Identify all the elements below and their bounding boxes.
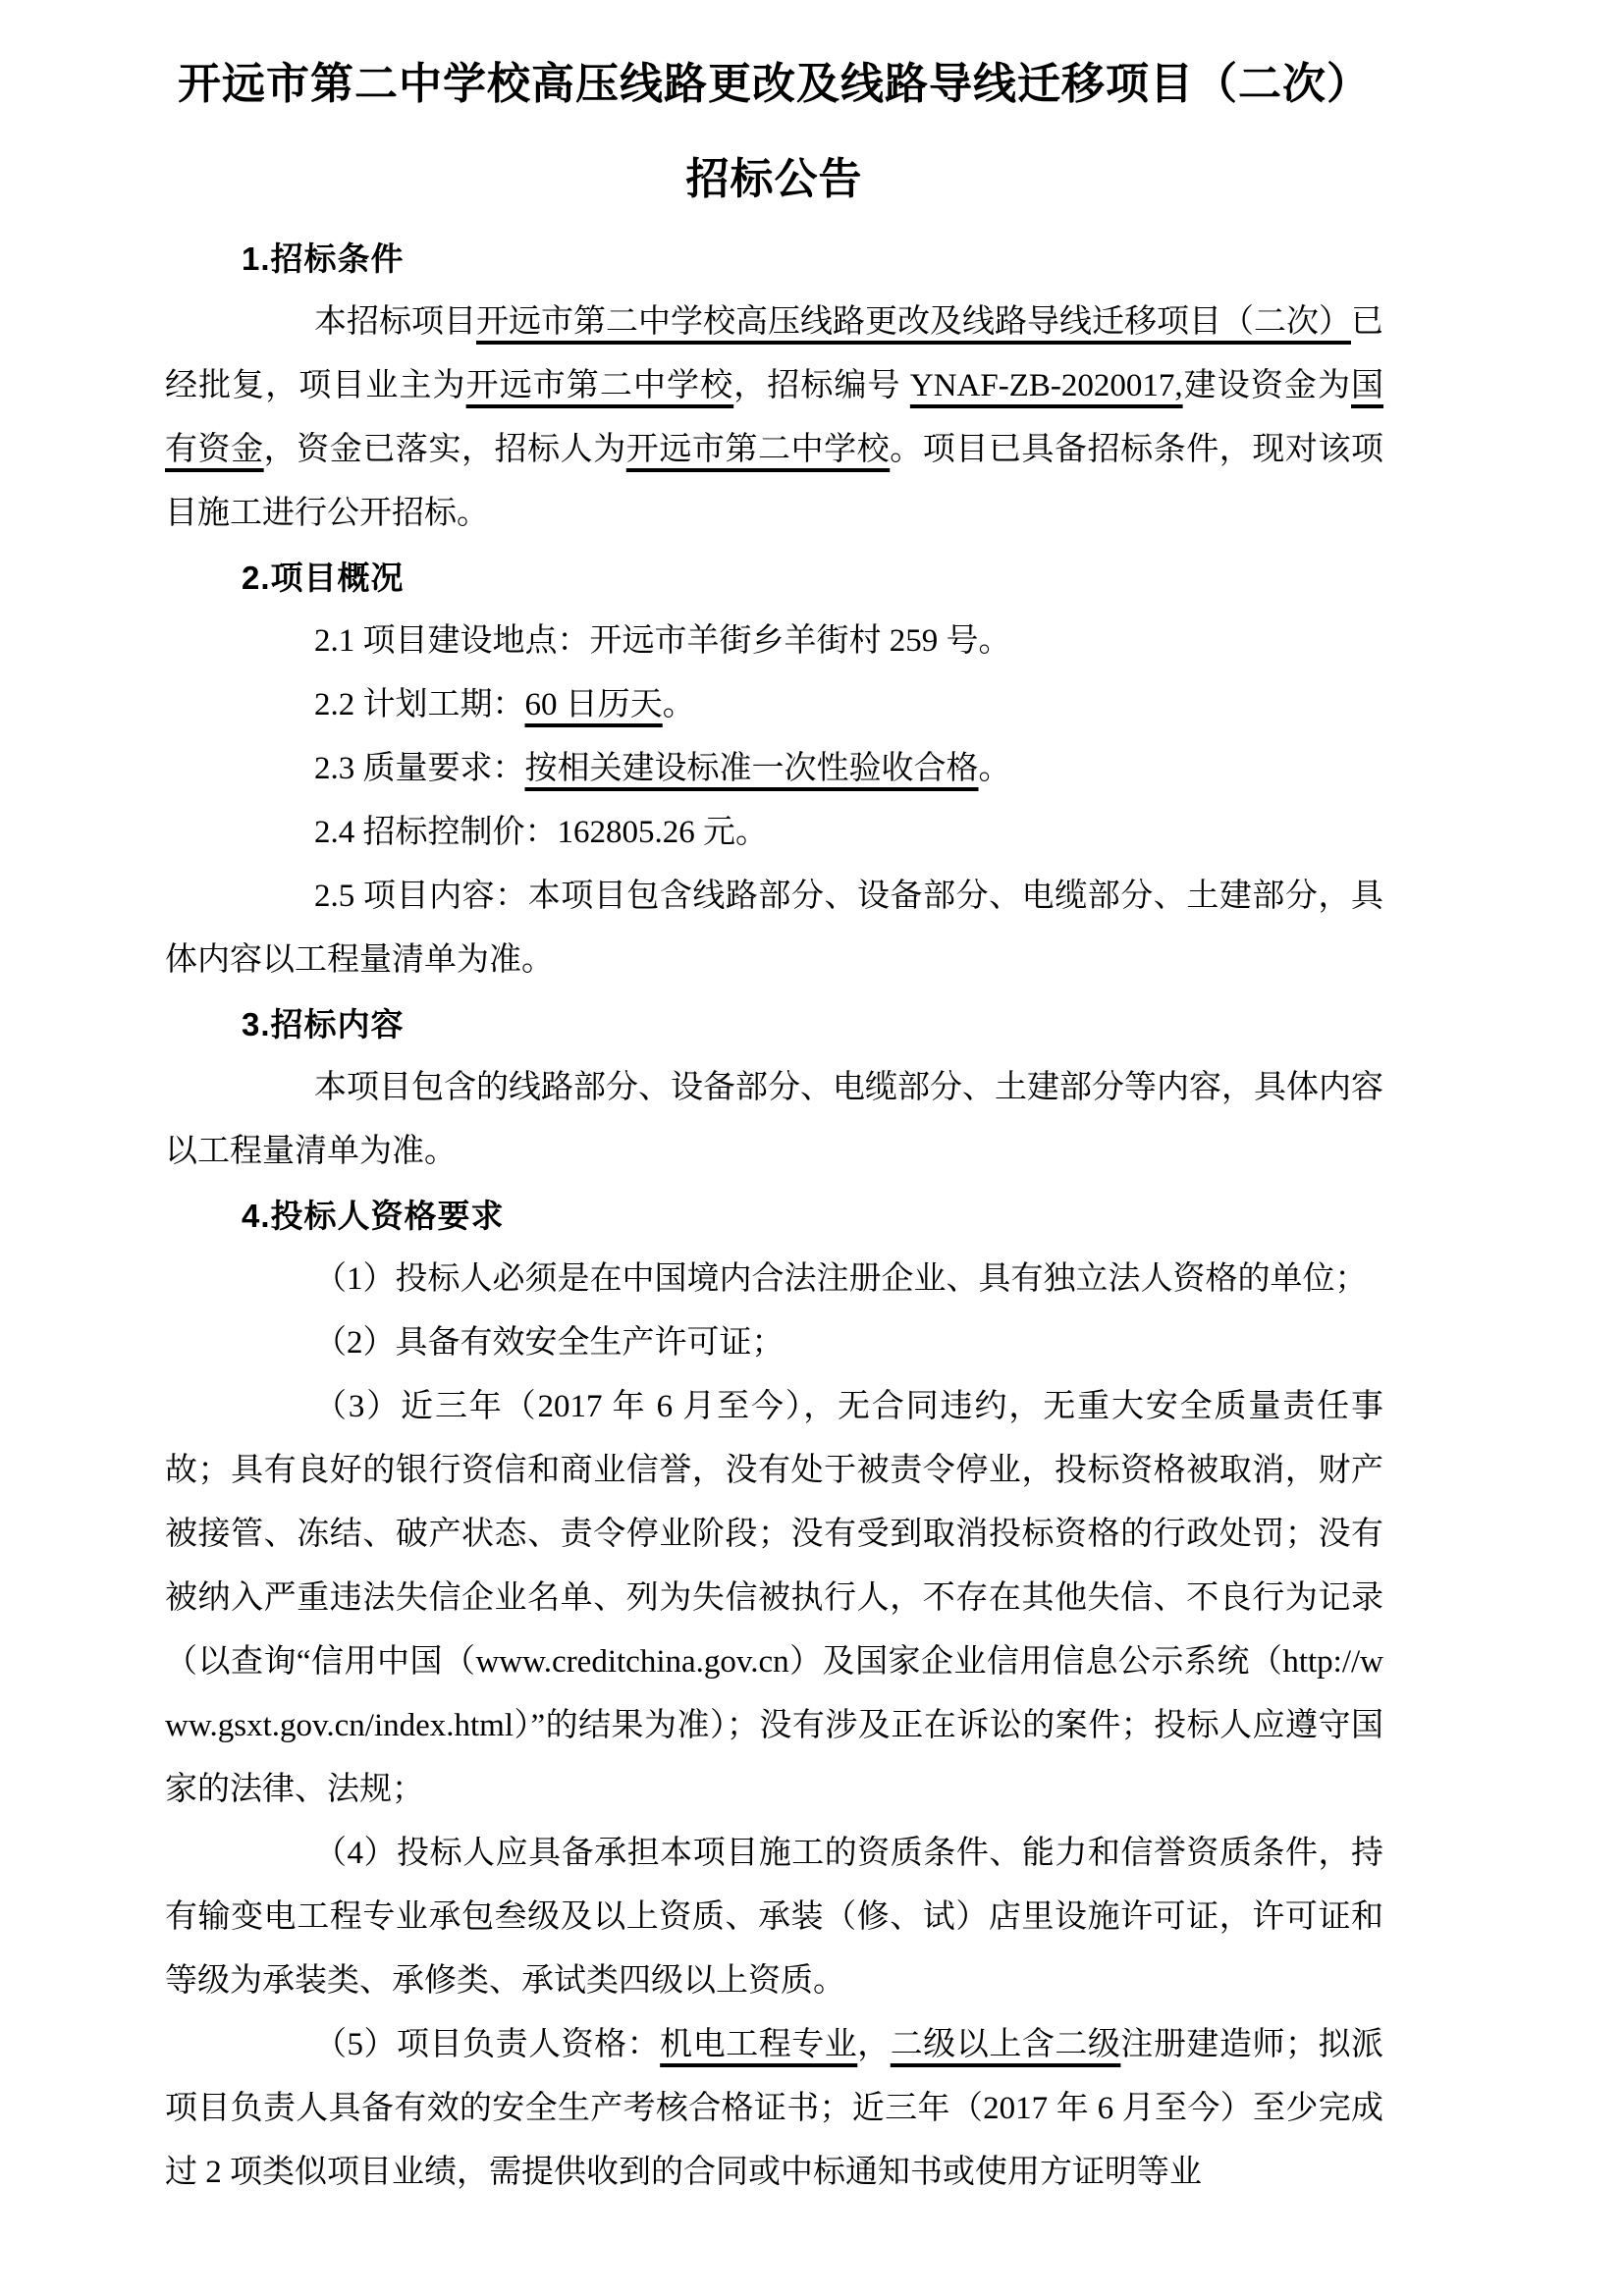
underlined-text: 机电工程专业 [660, 2027, 858, 2062]
text-run: （1）投标人必须是在中国境内合法注册企业、具有独立法人资格的单位； [314, 1261, 1368, 1297]
text-run: 2.4 招标控制价：162805.26 元。 [314, 815, 768, 850]
underlined-text: 按相关建设标准一次性验收合格 [524, 751, 979, 786]
underlined-text: 60 日历天 [524, 687, 663, 722]
section-4-paragraph-1 [165, 1248, 1383, 1311]
text-run: 注册建造师；拟派项目负责人具备有效的安全生产考核合格证书；近三年（2017 年 6 月至今）至少完成过 2 项类似项目业绩，需提供收到的合同或中标通知书或使用方证明等业 [165, 2027, 1384, 2190]
section-4-paragraph-3 [165, 1375, 1383, 1822]
text-run: 已经批复，项目业主为 [165, 304, 1383, 403]
section-heading-2: 2.项目概况 [242, 560, 405, 596]
section-2-paragraph-3 [165, 737, 1383, 801]
section-4-paragraph-4 [165, 1822, 1383, 2013]
underlined-text: 二级以上含二级 [890, 2027, 1121, 2062]
underlined-text: 开远市第二中学校 [625, 432, 891, 467]
text-run: 2.2 计划工期： [314, 687, 525, 722]
section-2-paragraph-4 [165, 801, 1383, 865]
underlined-text: 国有资金 [165, 368, 1384, 467]
text-run: 2.1 项目建设地点：开远市羊街乡羊街村 259 号。 [314, 623, 1011, 659]
section-1-paragraph-1 [165, 291, 1383, 546]
document-sections [165, 227, 1383, 2205]
section-4-paragraph-5 [165, 2013, 1383, 2205]
document-title-line-1: 开远市第二中学校高压线路更改及线路导线迁移项目（二次） [178, 60, 1371, 108]
section-4-paragraph-2 [165, 1311, 1383, 1375]
section-heading-4: 4.投标人资格要求 [242, 1198, 505, 1234]
text-run: 建设资金为 [1182, 368, 1352, 403]
text-run: 本项目包含的线路部分、设备部分、电缆部分、土建部分等内容，具体内容以工程量清单为准。 [165, 1070, 1383, 1169]
section-heading-1: 1.招标条件 [242, 240, 405, 277]
text-run: 2.5 项目内容：本项目包含线路部分、设备部分、电缆部分、土建部分，具体内容以工程量清单为准。 [165, 879, 1383, 978]
document-title-line-2: 招标公告 [685, 155, 863, 203]
section-heading-3: 3.招标内容 [242, 1006, 405, 1042]
text-run: ，资金已落实，招标人为 [263, 432, 626, 467]
section-2-paragraph-1 [165, 610, 1383, 673]
text-run: 。 [662, 687, 695, 722]
section-3-paragraph-1 [165, 1056, 1383, 1184]
underlined-text: 开远市第二中学校 [465, 368, 734, 403]
underlined-text: YNAF-ZB-2020017, [909, 368, 1183, 403]
text-run: 本招标项目 [314, 304, 476, 340]
text-run: （3）近三年（2017 年 6 月至今），无合同违约，无重大安全质量责任事故；具有良好的银行资信和商业信誉，没有处于被责令停业，投标资格被取消，财产被接管、冻结、破产状态、责令停业阶段；没有受到取消投标资格的行政处罚；没有被纳入严重违法失信企业名单、列为失信被执行人，不存在其他失信、不良行为记录（以查询“信用中国（www.creditchina.gov.cn）及国家企业信用信息公示系统（http://www.gsxt.gov.cn/index.html）”的结果为准）；没有涉及正在诉讼的案件；投标人应遵守国家的法律、法规； [165, 1389, 1383, 1807]
text-run: 2.3 质量要求： [314, 751, 525, 786]
text-run: （5）项目负责人资格： [314, 2027, 661, 2062]
document-content [165, 36, 1383, 2205]
text-run: 。项目已具备招标条件，现对该项目施工进行公开招标。 [165, 432, 1384, 531]
section-2-paragraph-2 [165, 673, 1383, 737]
text-run: （4）投标人应具备承担本项目施工的资质条件、能力和信誉资质条件，持有输变电工程专业承包叁级及以上资质、承装（修、试）店里设施许可证，许可证和等级为承装类、承修类、承试类四级以上资质。 [165, 1836, 1383, 1999]
text-run: （2）具备有效安全生产许可证； [314, 1325, 785, 1361]
section-2-paragraph-5 [165, 865, 1383, 992]
text-run: ，招标编号 [733, 368, 910, 403]
underlined-text: 开远市第二中学校高压线路更改及线路导线迁移项目（二次） [476, 304, 1351, 340]
text-run: 。 [978, 751, 1011, 786]
text-run: ， [857, 2027, 891, 2062]
